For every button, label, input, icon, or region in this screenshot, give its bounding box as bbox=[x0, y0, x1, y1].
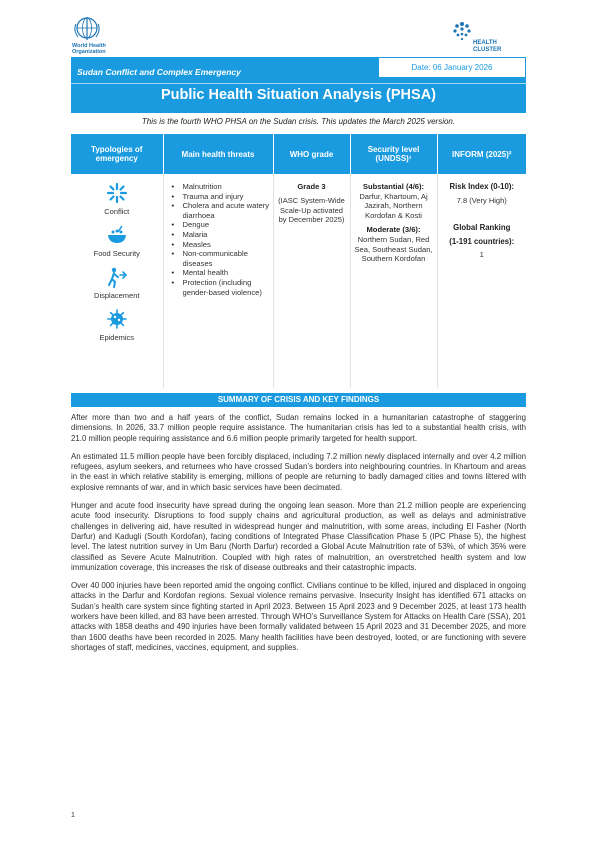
header-threats: Main health threats bbox=[163, 134, 273, 174]
paragraph: An estimated 11.5 million people have been forcibly displaced, including 7.2 million newly displaced internally and over 4.2 million refugees, asylum seekers, and returnees who have crossed Sudan’s borders into neighbouring countries. In Khartoum and areas in the east in which relative stability is emerging, millions of people are returning to badly damaged cities and towns littered with explosive remnants of war, and in which basic services have been decimated. bbox=[71, 451, 526, 492]
health-cluster-line-1: HEALTH bbox=[473, 40, 497, 46]
page-number: 1 bbox=[71, 812, 75, 819]
banner-divider bbox=[71, 83, 526, 84]
list-item: • Malnutrition bbox=[172, 182, 273, 192]
grade-cell bbox=[273, 174, 350, 388]
threats-list bbox=[164, 182, 273, 297]
list-item: • Dengue bbox=[172, 220, 273, 230]
paragraph: After more than two and a half years of the conflict, Sudan remains locked in a humanitarian catastrophe of staggering dimensions. In 2026, 33.7 million people require assistance. The humanitarian crisis has led to a substantial health crisis, with 21.0 million people requiring assistance and 6.6 million people primarily targeted for health support. bbox=[71, 413, 526, 443]
typology-epidemics bbox=[71, 308, 163, 342]
who-logo-line-2: Organization bbox=[72, 49, 106, 55]
health-cluster-logo bbox=[449, 18, 529, 56]
summary-table bbox=[71, 134, 526, 388]
typology-label: Food Security bbox=[93, 249, 140, 258]
typology-label: Epidemics bbox=[99, 333, 135, 342]
list-item: • Measles bbox=[172, 240, 273, 250]
who-emblem-icon bbox=[72, 16, 102, 42]
page-title: Public Health Situation Analysis (PHSA) bbox=[160, 87, 436, 103]
inform-cell bbox=[437, 174, 526, 388]
list-item: • Protection (including gender-based violence) bbox=[172, 278, 273, 297]
global-ranking-label: Global Ranking bbox=[453, 223, 511, 233]
global-ranking-value: 1 bbox=[479, 250, 484, 260]
epidemics-bacteria-icon bbox=[106, 308, 128, 330]
security-substantial bbox=[353, 182, 435, 220]
conflict-burst-icon bbox=[106, 182, 128, 204]
risk-index-value: 7.8 (Very High) bbox=[456, 195, 507, 205]
paragraph: Hunger and acute food insecurity have spread during the ongoing lean season. More than 21.2 million people are experiencing acute food insecurity. Disruptions to food supply chains and agricultural production, as well as delays and administrative challenges in delivering aid, have resulted in widespread hunger and malnutrition, with some areas, including El Fasher (North Darfur) and Kadugli (South Kordofan), facing conditions of Integrated Phase Classification Phase 5 (IPC Phase 5), the highest level. The latest nutrition survey in Um Baru (North Darfur) recorded a Global Acute Malnutrition rate of 53%, of which 35% were classified as Severe Acute Malnutrition. Coupled with high rates of malnutrition, an overstretched health system and low immunization coverage, this increases the risk of disease outbreaks and their catastrophic impacts. bbox=[71, 501, 526, 572]
who-logo bbox=[72, 16, 152, 58]
food-bowl-icon bbox=[106, 224, 128, 246]
threats-cell bbox=[163, 174, 273, 388]
paragraph: Over 40 000 injuries have been reported amid the ongoing conflict. Civilians continue to be killed, injured and displaced in ongoing attacks in the Darfur and Kordofan regions. Sexual violence remains pervasive. Insecurity Insight has identified 671 attacks on Sudan’s health care system since fighting started in April 2023. Between 15 April 2023 and 9 December 2025, at least 173 health workers have been killed, and 83 have been arrested. Through WHO’s Surveillance System for Attacks on Health Care (SSA), 201 attacks with 1858 deaths and 490 injuries have been formally validated between 15 April 2023 and 31 December 2025, and more than 1600 deaths have been recorded in 2025. Many health facilities have been destroyed, looted, or are functioning with severe shortages of staff, medicines, vaccines, equipment, and supplies. bbox=[71, 581, 526, 652]
grade-level: Grade 3 bbox=[297, 182, 326, 191]
risk-index-label: Risk Index (0-10): bbox=[449, 182, 515, 191]
header-inform: INFORM (2025)² bbox=[437, 134, 526, 174]
typology-label: Displacement bbox=[94, 291, 140, 300]
security-moderate-areas: Northern Sudan, Red Sea, Southeast Sudan, Southern Kordofan bbox=[354, 234, 433, 264]
security-substantial-areas: Darfur, Khartoum, Aj Jazirah, Northern Kordofan & Kosti bbox=[359, 191, 428, 220]
typology-food-security bbox=[71, 224, 163, 258]
security-moderate bbox=[353, 225, 435, 263]
security-moderate-label: Moderate (3/6): bbox=[366, 225, 421, 235]
emergency-context: Sudan Conflict and Complex Emergency bbox=[77, 67, 241, 77]
header-banner bbox=[71, 57, 526, 113]
list-item: • Trauma and injury bbox=[172, 192, 273, 202]
list-item: • Cholera and acute watery diarrhoea bbox=[172, 201, 273, 220]
table-header-row bbox=[71, 134, 526, 174]
list-item: • Mental health bbox=[172, 268, 273, 278]
health-cluster-globe-icon bbox=[449, 20, 475, 46]
summary-body bbox=[71, 413, 526, 661]
section-heading: SUMMARY OF CRISIS AND KEY FINDINGS bbox=[71, 393, 526, 407]
typologies-cell bbox=[71, 174, 163, 388]
report-date: Date: 06 January 2026 bbox=[378, 57, 526, 78]
typology-conflict bbox=[71, 182, 163, 216]
grade-detail: (IASC System-Wide Scale-Up activated by December 2025) bbox=[278, 196, 345, 225]
typology-label: Conflict bbox=[104, 207, 130, 216]
global-ranking-range: (1-191 countries): bbox=[449, 236, 515, 246]
typology-displacement bbox=[71, 266, 163, 300]
who-logo-line-1: World Health bbox=[72, 43, 106, 49]
table-row bbox=[71, 174, 526, 388]
header-typologies: Typologies of emergency bbox=[71, 134, 163, 174]
health-cluster-line-2: CLUSTER bbox=[473, 47, 502, 53]
list-item: • Malaria bbox=[172, 230, 273, 240]
displacement-person-icon bbox=[106, 266, 128, 288]
page-subtitle: This is the fourth WHO PHSA on the Sudan crisis. This updates the March 2025 version. bbox=[141, 117, 456, 126]
security-substantial-label: Substantial (4/6): bbox=[362, 182, 425, 191]
security-cell bbox=[350, 174, 437, 388]
list-item: • Non-communicable diseases bbox=[172, 249, 273, 268]
header-security: Security level (UNDSS)¹ bbox=[350, 134, 437, 174]
header-grade: WHO grade bbox=[273, 134, 350, 174]
